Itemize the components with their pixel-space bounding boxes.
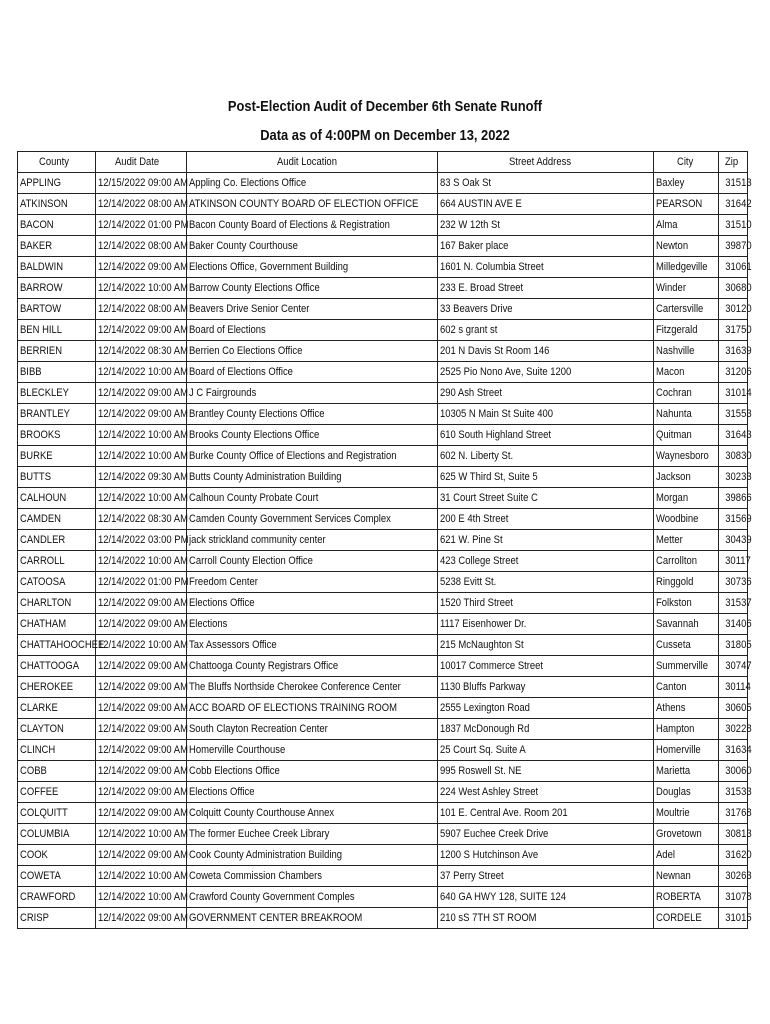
- zip-cell: 31805: [719, 635, 748, 656]
- street-address-cell: 602 s grant st: [438, 320, 654, 341]
- audit-date-cell: 12/14/2022 10:00 AM: [96, 278, 187, 299]
- city-cell: Carrollton: [654, 551, 719, 572]
- city-cell: Alma: [654, 215, 719, 236]
- county-cell: CHEROKEE: [18, 677, 96, 698]
- city-cell: Waynesboro: [654, 446, 719, 467]
- city-cell: Jackson: [654, 467, 719, 488]
- street-address-cell: 101 E. Central Ave. Room 201: [438, 803, 654, 824]
- county-cell: CLARKE: [18, 698, 96, 719]
- table-row: [18, 803, 748, 824]
- audit-date-cell: 12/14/2022 09:00 AM: [96, 803, 187, 824]
- street-address-cell: 232 W 12th St: [438, 215, 654, 236]
- table-row: [18, 908, 748, 929]
- county-cell: CANDLER: [18, 530, 96, 551]
- county-cell: BAKER: [18, 236, 96, 257]
- city-cell: Milledgeville: [654, 257, 719, 278]
- table-row: [18, 656, 748, 677]
- county-cell: COLQUITT: [18, 803, 96, 824]
- street-address-cell: 5907 Euchee Creek Drive: [438, 824, 654, 845]
- city-cell: Douglas: [654, 782, 719, 803]
- county-cell: CHATTAHOOCHEE: [18, 635, 96, 656]
- header-city: City: [654, 152, 719, 173]
- street-address-cell: 1130 Bluffs Parkway: [438, 677, 654, 698]
- audit-date-cell: 12/14/2022 10:00 AM: [96, 446, 187, 467]
- audit-location-cell: Chattooga County Registrars Office: [187, 656, 438, 677]
- county-cell: CHARLTON: [18, 593, 96, 614]
- city-cell: Morgan: [654, 488, 719, 509]
- street-address-cell: 1117 Eisenhower Dr.: [438, 614, 654, 635]
- audit-date-cell: 12/14/2022 09:00 AM: [96, 257, 187, 278]
- table-row: [18, 509, 748, 530]
- table-row: [18, 824, 748, 845]
- audit-date-cell: 12/14/2022 09:00 AM: [96, 782, 187, 803]
- audit-location-cell: Freedom Center: [187, 572, 438, 593]
- audit-location-cell: Baker County Courthouse: [187, 236, 438, 257]
- zip-cell: 31015: [719, 908, 748, 929]
- zip-cell: 30830: [719, 446, 748, 467]
- county-cell: COLUMBIA: [18, 824, 96, 845]
- county-cell: BLECKLEY: [18, 383, 96, 404]
- county-cell: CAMDEN: [18, 509, 96, 530]
- county-cell: CRAWFORD: [18, 887, 96, 908]
- zip-cell: 31634: [719, 740, 748, 761]
- street-address-cell: 2525 Pio Nono Ave, Suite 1200: [438, 362, 654, 383]
- county-cell: APPLING: [18, 173, 96, 194]
- street-address-cell: 224 West Ashley Street: [438, 782, 654, 803]
- table-row: [18, 194, 748, 215]
- audit-date-cell: 12/14/2022 09:00 AM: [96, 761, 187, 782]
- zip-cell: 31206: [719, 362, 748, 383]
- county-cell: CHATHAM: [18, 614, 96, 635]
- street-address-cell: 37 Perry Street: [438, 866, 654, 887]
- table-row: [18, 404, 748, 425]
- street-address-cell: 664 AUSTIN AVE E: [438, 194, 654, 215]
- audit-location-cell: Beavers Drive Senior Center: [187, 299, 438, 320]
- audit-location-cell: Butts County Administration Building: [187, 467, 438, 488]
- audit-date-cell: 12/14/2022 10:00 AM: [96, 824, 187, 845]
- zip-cell: 31406: [719, 614, 748, 635]
- zip-cell: 30747: [719, 656, 748, 677]
- audit-date-cell: 12/14/2022 09:00 AM: [96, 656, 187, 677]
- zip-cell: 30439: [719, 530, 748, 551]
- table-row: [18, 761, 748, 782]
- table-row: [18, 698, 748, 719]
- zip-cell: 30813: [719, 824, 748, 845]
- county-cell: CHATTOOGA: [18, 656, 96, 677]
- street-address-cell: 31 Court Street Suite C: [438, 488, 654, 509]
- table-row: [18, 257, 748, 278]
- city-cell: Winder: [654, 278, 719, 299]
- header-audit-date: Audit Date: [96, 152, 187, 173]
- audit-location-cell: Colquitt County Courthouse Annex: [187, 803, 438, 824]
- audit-date-cell: 12/14/2022 08:00 AM: [96, 194, 187, 215]
- audit-date-cell: 12/14/2022 08:30 AM: [96, 341, 187, 362]
- audit-date-cell: 12/14/2022 08:00 AM: [96, 236, 187, 257]
- audit-location-cell: Brooks County Elections Office: [187, 425, 438, 446]
- audit-location-cell: ACC BOARD OF ELECTIONS TRAINING ROOM: [187, 698, 438, 719]
- table-row: [18, 866, 748, 887]
- city-cell: Marietta: [654, 761, 719, 782]
- audit-location-cell: Cobb Elections Office: [187, 761, 438, 782]
- zip-cell: 31642: [719, 194, 748, 215]
- audit-location-cell: Coweta Commission Chambers: [187, 866, 438, 887]
- zip-cell: 31750: [719, 320, 748, 341]
- audit-location-cell: ATKINSON COUNTY BOARD OF ELECTION OFFICE: [187, 194, 438, 215]
- table-row: [18, 593, 748, 614]
- header-audit-location: Audit Location: [187, 152, 438, 173]
- county-cell: BERRIEN: [18, 341, 96, 362]
- audit-location-cell: The former Euchee Creek Library: [187, 824, 438, 845]
- street-address-cell: 33 Beavers Drive: [438, 299, 654, 320]
- audit-date-cell: 12/14/2022 09:00 AM: [96, 593, 187, 614]
- county-cell: BALDWIN: [18, 257, 96, 278]
- county-cell: CRISP: [18, 908, 96, 929]
- table-row: [18, 236, 748, 257]
- county-cell: BROOKS: [18, 425, 96, 446]
- audit-location-cell: Barrow County Elections Office: [187, 278, 438, 299]
- zip-cell: 30605: [719, 698, 748, 719]
- street-address-cell: 83 S Oak St: [438, 173, 654, 194]
- audit-date-cell: 12/14/2022 08:00 AM: [96, 299, 187, 320]
- audit-date-cell: 12/14/2022 10:00 AM: [96, 866, 187, 887]
- zip-cell: 30680: [719, 278, 748, 299]
- table-row: [18, 740, 748, 761]
- street-address-cell: 625 W Third St, Suite 5: [438, 467, 654, 488]
- audit-date-cell: 12/14/2022 10:00 AM: [96, 425, 187, 446]
- zip-cell: 31569: [719, 509, 748, 530]
- audit-location-cell: Homerville Courthouse: [187, 740, 438, 761]
- audit-date-cell: 12/14/2022 10:00 AM: [96, 488, 187, 509]
- zip-cell: 31643: [719, 425, 748, 446]
- audit-location-cell: The Bluffs Northside Cherokee Conference Center: [187, 677, 438, 698]
- audit-location-cell: Brantley County Elections Office: [187, 404, 438, 425]
- street-address-cell: 621 W. Pine St: [438, 530, 654, 551]
- street-address-cell: 2555 Lexington Road: [438, 698, 654, 719]
- city-cell: Moultrie: [654, 803, 719, 824]
- audit-location-cell: Board of Elections Office: [187, 362, 438, 383]
- audit-date-cell: 12/14/2022 08:30 AM: [96, 509, 187, 530]
- county-cell: BUTTS: [18, 467, 96, 488]
- county-cell: BEN HILL: [18, 320, 96, 341]
- county-cell: COWETA: [18, 866, 96, 887]
- audit-location-cell: South Clayton Recreation Center: [187, 719, 438, 740]
- city-cell: ROBERTA: [654, 887, 719, 908]
- county-cell: CLINCH: [18, 740, 96, 761]
- street-address-cell: 10305 N Main St Suite 400: [438, 404, 654, 425]
- audit-location-cell: Carroll County Election Office: [187, 551, 438, 572]
- table-row: [18, 887, 748, 908]
- city-cell: Athens: [654, 698, 719, 719]
- city-cell: Cartersville: [654, 299, 719, 320]
- audit-date-cell: 12/14/2022 03:00 PM: [96, 530, 187, 551]
- street-address-cell: 423 College Street: [438, 551, 654, 572]
- city-cell: Grovetown: [654, 824, 719, 845]
- county-cell: BARROW: [18, 278, 96, 299]
- audit-date-cell: 12/14/2022 09:00 AM: [96, 320, 187, 341]
- county-cell: CALHOUN: [18, 488, 96, 509]
- county-cell: CLAYTON: [18, 719, 96, 740]
- audit-location-cell: Berrien Co Elections Office: [187, 341, 438, 362]
- audit-location-cell: Elections Office: [187, 593, 438, 614]
- audit-date-cell: 12/14/2022 01:00 PM: [96, 215, 187, 236]
- county-cell: CATOOSA: [18, 572, 96, 593]
- zip-cell: 31768: [719, 803, 748, 824]
- county-cell: BURKE: [18, 446, 96, 467]
- city-cell: Ringgold: [654, 572, 719, 593]
- city-cell: Newton: [654, 236, 719, 257]
- table-row: [18, 425, 748, 446]
- table-row: [18, 488, 748, 509]
- street-address-cell: 1520 Third Street: [438, 593, 654, 614]
- audit-location-cell: Camden County Government Services Complex: [187, 509, 438, 530]
- audit-table: [17, 151, 752, 929]
- table-row: [18, 383, 748, 404]
- city-cell: Metter: [654, 530, 719, 551]
- zip-cell: 31533: [719, 782, 748, 803]
- table-row: [18, 362, 748, 383]
- street-address-cell: 5238 Evitt St.: [438, 572, 654, 593]
- city-cell: Canton: [654, 677, 719, 698]
- audit-date-cell: 12/14/2022 09:00 AM: [96, 614, 187, 635]
- city-cell: Cusseta: [654, 635, 719, 656]
- document-subtitle: Data as of 4:00PM on December 13, 2022: [260, 127, 510, 144]
- table-row: [18, 467, 748, 488]
- zip-cell: 31620: [719, 845, 748, 866]
- street-address-cell: 995 Roswell St. NE: [438, 761, 654, 782]
- city-cell: Nahunta: [654, 404, 719, 425]
- county-cell: COOK: [18, 845, 96, 866]
- table-row: [18, 278, 748, 299]
- audit-date-cell: 12/14/2022 09:00 AM: [96, 383, 187, 404]
- audit-date-cell: 12/14/2022 10:00 AM: [96, 362, 187, 383]
- audit-date-cell: 12/14/2022 09:00 AM: [96, 719, 187, 740]
- audit-location-cell: Board of Elections: [187, 320, 438, 341]
- audit-date-cell: 12/14/2022 10:00 AM: [96, 551, 187, 572]
- county-cell: BARTOW: [18, 299, 96, 320]
- county-cell: BIBB: [18, 362, 96, 383]
- zip-cell: 30233: [719, 467, 748, 488]
- street-address-cell: 215 McNaughton St: [438, 635, 654, 656]
- audit-location-cell: Elections: [187, 614, 438, 635]
- street-address-cell: 233 E. Broad Street: [438, 278, 654, 299]
- city-cell: CORDELE: [654, 908, 719, 929]
- street-address-cell: 25 Court Sq. Suite A: [438, 740, 654, 761]
- table-row: [18, 635, 748, 656]
- street-address-cell: 290 Ash Street: [438, 383, 654, 404]
- street-address-cell: 610 South Highland Street: [438, 425, 654, 446]
- zip-cell: 31510: [719, 215, 748, 236]
- audit-date-cell: 12/14/2022 09:00 AM: [96, 677, 187, 698]
- city-cell: Baxley: [654, 173, 719, 194]
- street-address-cell: 210 sS 7TH ST ROOM: [438, 908, 654, 929]
- zip-cell: 31061: [719, 257, 748, 278]
- table-row: [18, 215, 748, 236]
- header-county: County: [18, 152, 96, 173]
- zip-cell: 30263: [719, 866, 748, 887]
- county-cell: BRANTLEY: [18, 404, 96, 425]
- table-row: [18, 614, 748, 635]
- city-cell: Woodbine: [654, 509, 719, 530]
- zip-cell: 30060: [719, 761, 748, 782]
- audit-location-cell: Appling Co. Elections Office: [187, 173, 438, 194]
- city-cell: Adel: [654, 845, 719, 866]
- audit-date-cell: 12/14/2022 09:30 AM: [96, 467, 187, 488]
- table-row: [18, 551, 748, 572]
- zip-cell: 31014: [719, 383, 748, 404]
- audit-date-cell: 12/14/2022 01:00 PM: [96, 572, 187, 593]
- city-cell: Savannah: [654, 614, 719, 635]
- street-address-cell: 640 GA HWY 128, SUITE 124: [438, 887, 654, 908]
- city-cell: Newnan: [654, 866, 719, 887]
- table-row: [18, 719, 748, 740]
- audit-location-cell: GOVERNMENT CENTER BREAKROOM: [187, 908, 438, 929]
- audit-location-cell: Elections Office: [187, 782, 438, 803]
- audit-location-cell: Bacon County Board of Elections & Registration: [187, 215, 438, 236]
- audit-date-cell: 12/14/2022 09:00 AM: [96, 740, 187, 761]
- city-cell: PEARSON: [654, 194, 719, 215]
- table-row: [18, 341, 748, 362]
- city-cell: Quitman: [654, 425, 719, 446]
- audit-date-cell: 12/15/2022 09:00 AM: [96, 173, 187, 194]
- street-address-cell: 10017 Commerce Street: [438, 656, 654, 677]
- audit-date-cell: 12/14/2022 09:00 AM: [96, 404, 187, 425]
- table-row: [18, 572, 748, 593]
- city-cell: Folkston: [654, 593, 719, 614]
- street-address-cell: 167 Baker place: [438, 236, 654, 257]
- county-cell: COBB: [18, 761, 96, 782]
- city-cell: Macon: [654, 362, 719, 383]
- table-row: [18, 530, 748, 551]
- table-row: [18, 320, 748, 341]
- zip-cell: 31639: [719, 341, 748, 362]
- zip-cell: 31553: [719, 404, 748, 425]
- city-cell: Summerville: [654, 656, 719, 677]
- street-address-cell: 1837 McDonough Rd: [438, 719, 654, 740]
- audit-date-cell: 12/14/2022 10:00 AM: [96, 887, 187, 908]
- audit-location-cell: Calhoun County Probate Court: [187, 488, 438, 509]
- street-address-cell: 1601 N. Columbia Street: [438, 257, 654, 278]
- table-row: [18, 173, 748, 194]
- zip-cell: 31513: [719, 173, 748, 194]
- county-cell: COFFEE: [18, 782, 96, 803]
- county-cell: CARROLL: [18, 551, 96, 572]
- zip-cell: 39870: [719, 236, 748, 257]
- audit-location-cell: Crawford County Government Comples: [187, 887, 438, 908]
- county-cell: BACON: [18, 215, 96, 236]
- street-address-cell: 602 N. Liberty St.: [438, 446, 654, 467]
- audit-date-cell: 12/14/2022 09:00 AM: [96, 908, 187, 929]
- audit-location-cell: Burke County Office of Elections and Registration: [187, 446, 438, 467]
- document-title: Post-Election Audit of December 6th Senate Runoff: [227, 98, 543, 115]
- audit-location-cell: Tax Assessors Office: [187, 635, 438, 656]
- zip-cell: 30114: [719, 677, 748, 698]
- audit-location-cell: Elections Office, Government Building: [187, 257, 438, 278]
- zip-cell: 30117: [719, 551, 748, 572]
- city-cell: Homerville: [654, 740, 719, 761]
- table-row: [18, 677, 748, 698]
- zip-cell: 30736: [719, 572, 748, 593]
- table-row: [18, 446, 748, 467]
- zip-cell: 31537: [719, 593, 748, 614]
- city-cell: Cochran: [654, 383, 719, 404]
- zip-cell: 30228: [719, 719, 748, 740]
- audit-location-cell: jack strickland community center: [187, 530, 438, 551]
- audit-location-cell: J C Fairgrounds: [187, 383, 438, 404]
- city-cell: Nashville: [654, 341, 719, 362]
- table-row: [18, 299, 748, 320]
- zip-cell: 30120: [719, 299, 748, 320]
- table-header-row: [18, 152, 748, 173]
- table-row: [18, 845, 748, 866]
- header-street-address: Street Address: [438, 152, 654, 173]
- street-address-cell: 201 N Davis St Room 146: [438, 341, 654, 362]
- street-address-cell: 1200 S Hutchinson Ave: [438, 845, 654, 866]
- city-cell: Hampton: [654, 719, 719, 740]
- county-cell: ATKINSON: [18, 194, 96, 215]
- audit-date-cell: 12/14/2022 10:00 AM: [96, 635, 187, 656]
- zip-cell: 39866: [719, 488, 748, 509]
- city-cell: Fitzgerald: [654, 320, 719, 341]
- street-address-cell: 200 E 4th Street: [438, 509, 654, 530]
- audit-date-cell: 12/14/2022 09:00 AM: [96, 698, 187, 719]
- audit-date-cell: 12/14/2022 09:00 AM: [96, 845, 187, 866]
- zip-cell: 31078: [719, 887, 748, 908]
- header-zip: Zip: [719, 152, 748, 173]
- table-row: [18, 782, 748, 803]
- audit-location-cell: Cook County Administration Building: [187, 845, 438, 866]
